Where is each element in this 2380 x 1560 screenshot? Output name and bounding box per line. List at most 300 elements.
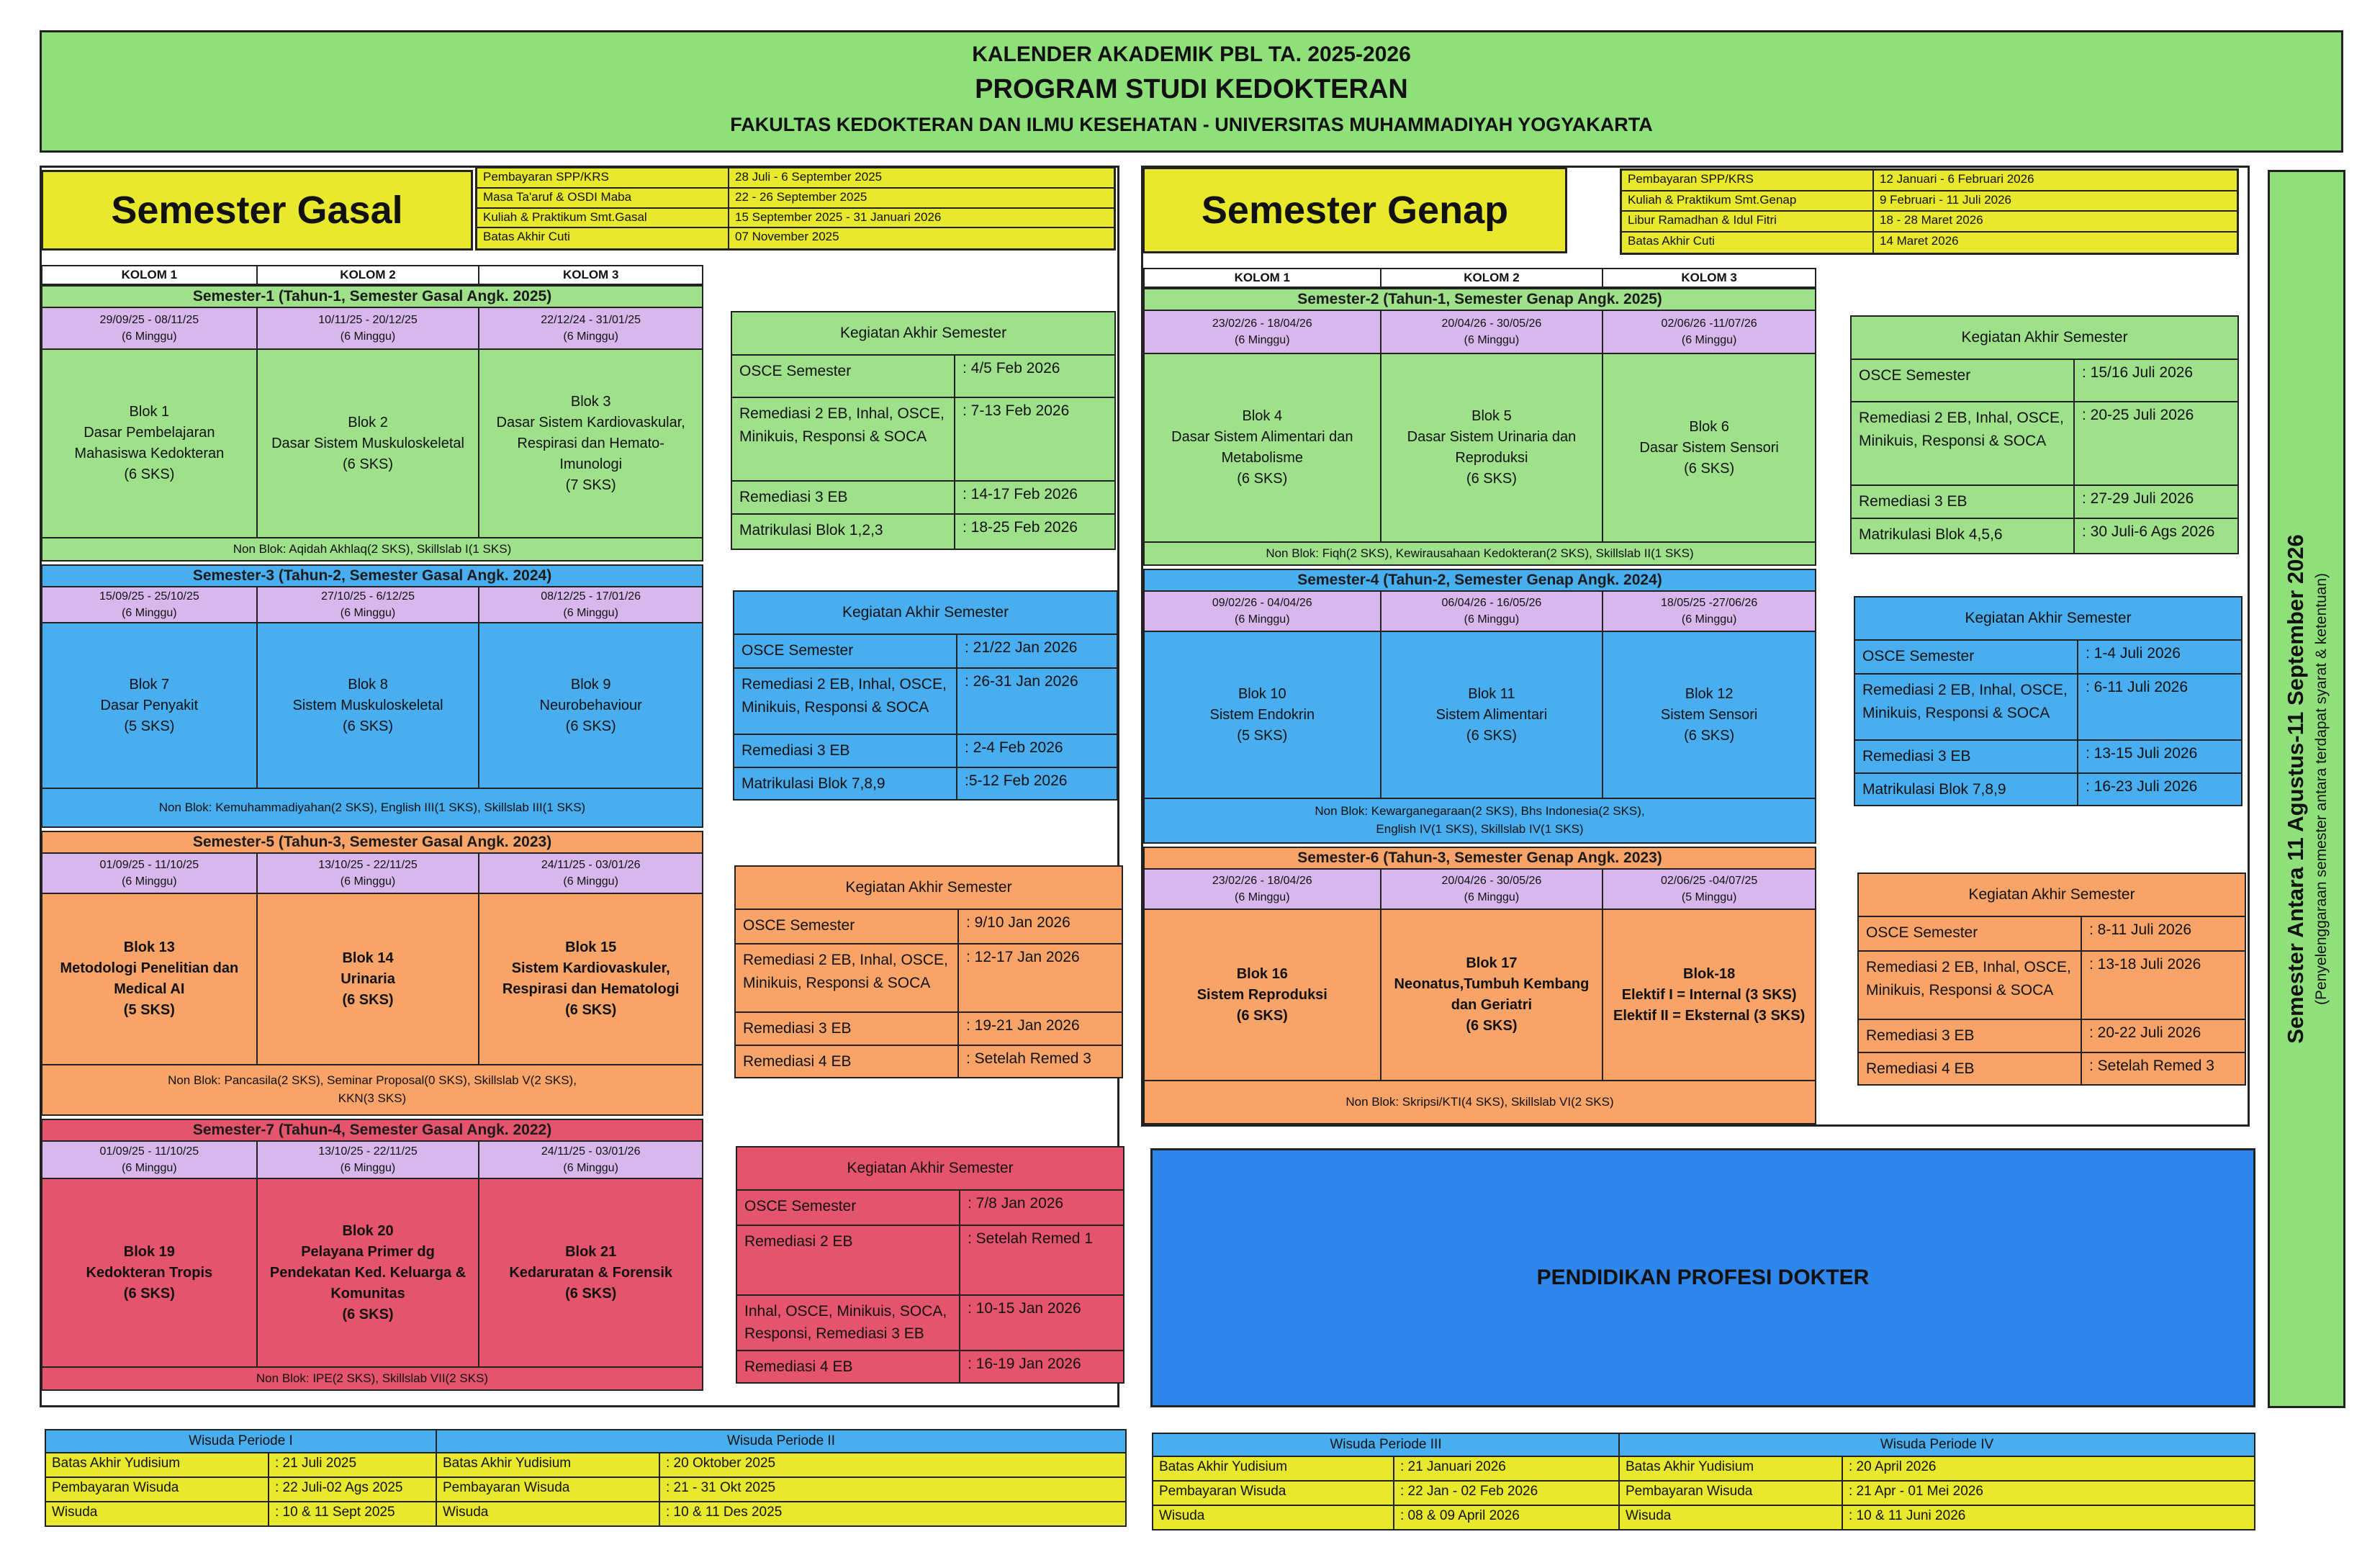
semester-date-cell [479, 587, 702, 622]
info-label: Pembayaran SPP/KRS [1622, 171, 1874, 190]
blok-text-line: Blok 19 [123, 1243, 175, 1260]
kegiatan-value: : 10-15 Jan 2026 [968, 1299, 1081, 1317]
info-value: 18 - 28 Maret 2026 [1880, 213, 1983, 227]
date-text-line: 18/05/25 -27/06/26 [1660, 596, 1758, 609]
date-text-line: 20/04/26 - 30/05/26 [1441, 317, 1542, 330]
blok-cell [42, 623, 258, 788]
kegiatan-value: : 19-21 Jan 2026 [966, 1017, 1080, 1034]
date-text [100, 312, 199, 345]
date-text [99, 588, 199, 621]
blok-text-line: Blok 7 [129, 676, 170, 693]
kegiatan-label: Matrikulasi Blok 4,5,6 [1852, 519, 2075, 554]
date-text [1212, 315, 1312, 348]
wisuda-value: : 21 Januari 2026 [1400, 1459, 1506, 1474]
kegiatan-value: : 26-31 Jan 2026 [965, 673, 1078, 690]
kegiatan-title: Kegiatan Akhir Semester [734, 592, 1117, 635]
blok-cell [1381, 354, 1604, 541]
wisuda-row [46, 1478, 436, 1502]
kegiatan-box [731, 311, 1116, 550]
semester-date-cell [42, 854, 258, 893]
date-text-line: 24/11/25 - 03/01/26 [541, 1145, 641, 1158]
kegiatan-label: Remediasi 2 EB, Inhal, OSCE, Minikuis, Responsi & SOCA [736, 944, 959, 1011]
blok-text-line: (6 SKS) [1684, 460, 1735, 477]
kolom-label: KOLOM 1 [1145, 269, 1381, 287]
semester-blocks-row [42, 623, 702, 789]
semester-date-cell [258, 308, 480, 348]
wisuda-label: Batas Akhir Yudisium [1620, 1457, 1843, 1480]
date-text-line: 29/09/25 - 08/11/25 [99, 313, 199, 326]
semester-date-cell [1145, 870, 1381, 909]
kegiatan-row [734, 635, 1117, 669]
profesi-label: PENDIDIKAN PROFESI DOKTER [1536, 1266, 1870, 1289]
nonblok-row [42, 789, 702, 826]
blok-text-line: Sistem Endokrin [1209, 706, 1315, 723]
blok-text-line: Reproduksi [1455, 450, 1528, 466]
info-row [1622, 191, 2237, 212]
semester-date-cell [479, 854, 702, 893]
kegiatan-value: : 18-25 Feb 2026 [963, 518, 1078, 536]
date-text [1661, 873, 1757, 906]
blok-text-line: (6 SKS) [124, 466, 175, 482]
semester-date-row [42, 587, 702, 623]
gasal-title: Semester Gasal [41, 170, 473, 251]
date-text [321, 588, 415, 621]
kegiatan-title: Kegiatan Akhir Semester [737, 1148, 1123, 1191]
kegiatan-row [1859, 1053, 2245, 1085]
kegiatan-label: Remediasi 3 EB [732, 482, 955, 513]
info-row [1622, 171, 2237, 191]
blok-text [341, 948, 395, 1011]
blok-text [1613, 964, 1805, 1027]
kolom-label: KOLOM 3 [562, 268, 619, 281]
date-text [318, 857, 418, 890]
kegiatan-value: : 16-23 Juli 2026 [2086, 777, 2198, 795]
blok-text-line: Blok 13 [123, 939, 175, 955]
blok-cell [1603, 632, 1815, 798]
date-text-line: (6 Minggu) [1235, 891, 1290, 903]
kegiatan-value: : Setelah Remed 3 [966, 1050, 1091, 1067]
header-line3: FAKULTAS KEDOKTERAN DAN ILMU KESEHATAN - UNIVERSITAS MUHAMMADIYAH YOGYAKARTA [730, 114, 1653, 135]
kegiatan-label: Remediasi 2 EB, Inhal, OSCE, Minikuis, Responsi & SOCA [1855, 675, 2078, 739]
wisuda-box [436, 1429, 1127, 1527]
kegiatan-row [737, 1296, 1123, 1351]
semester-date-cell [1145, 592, 1381, 631]
nonblok-text-line: English IV(1 SKS), Skillslab IV(1 SKS) [1376, 822, 1584, 836]
kegiatan-value: : 1-4 Juli 2026 [2086, 645, 2181, 662]
blok-text-line: Medical AI [114, 981, 185, 997]
blok-text-line: Blok 4 [1242, 408, 1283, 424]
blok-text-line: Blok 12 [1685, 685, 1734, 702]
semester-title: Semester-4 (Tahun-2, Semester Genap Angk. 2024) [1145, 570, 1815, 592]
date-text-line: (6 Minggu) [122, 607, 177, 619]
nonblok-text-line: Non Blok: IPE(2 SKS), Skillslab VII(2 SKS) [256, 1371, 489, 1385]
kegiatan-row [1859, 917, 2245, 952]
wisuda-title: Wisuda Periode II [437, 1430, 1125, 1453]
blok-text-line: (6 SKS) [123, 1285, 175, 1302]
blok-text-line: Blok 9 [570, 676, 611, 693]
blok-text-line: Blok-18 [1683, 965, 1736, 982]
nonblok-text [233, 541, 511, 559]
semester-date-cell [258, 1142, 480, 1178]
wisuda-row [1620, 1506, 2254, 1530]
kegiatan-row [1855, 774, 2241, 806]
nonblok-text [168, 1072, 577, 1107]
blok-cell [1603, 910, 1815, 1080]
wisuda-title: Wisuda Periode IV [1620, 1434, 2254, 1457]
kegiatan-value: : 7-13 Feb 2026 [963, 402, 1070, 419]
kegiatan-row [736, 1013, 1122, 1046]
kegiatan-value: : 4/5 Feb 2026 [963, 360, 1060, 377]
blok-text-line: (5 SKS) [1237, 727, 1288, 744]
wisuda-label: Pembayaran Wisuda [1620, 1482, 1843, 1505]
date-text-line: (6 Minggu) [340, 607, 396, 619]
kegiatan-box [733, 590, 1118, 801]
info-value: 9 Februari - 11 Juli 2026 [1880, 192, 2012, 207]
blok-text [497, 392, 685, 496]
blok-cell [1145, 910, 1381, 1080]
wisuda-value: : 10 & 11 Des 2025 [666, 1505, 783, 1520]
blok-text-line: (6 SKS) [1466, 727, 1517, 744]
semester-date-cell [42, 308, 258, 348]
kegiatan-label: Remediasi 2 EB, Inhal, OSCE, Minikuis, Responsi & SOCA [732, 398, 955, 480]
date-text [318, 1143, 418, 1176]
blok-text-line: Elektif II = Eksternal (3 SKS) [1613, 1007, 1806, 1024]
semester-date-cell [1603, 870, 1815, 909]
semester-date-row [42, 854, 702, 894]
kegiatan-value: : 13-15 Juli 2026 [2086, 745, 2198, 762]
blok-cell [1381, 632, 1604, 798]
blok-text [60, 937, 238, 1021]
blok-text [1171, 406, 1353, 490]
wisuda-label: Wisuda [1620, 1506, 1843, 1530]
nonblok-row [42, 538, 702, 560]
page-header [40, 30, 2343, 153]
kegiatan-label: Remediasi 4 EB [737, 1351, 960, 1383]
nonblok-row [42, 1368, 702, 1389]
kolom-header-row [1143, 268, 1816, 288]
kegiatan-row [1852, 519, 2237, 554]
wisuda-label: Pembayaran Wisuda [437, 1478, 660, 1501]
kegiatan-label: Remediasi 3 EB [736, 1013, 959, 1045]
wisuda-label: Pembayaran Wisuda [46, 1478, 269, 1501]
date-text [1442, 595, 1542, 628]
semester-block [41, 1119, 703, 1391]
blok-text-line: Dasar Pembelajaran [84, 425, 215, 441]
semester-date-cell [42, 587, 258, 622]
kegiatan-label: OSCE Semester [734, 635, 957, 667]
semester-title: Semester-7 (Tahun-4, Semester Gasal Angk. 2022) [42, 1120, 702, 1142]
blok-text-line: Dasar Penyakit [100, 697, 199, 713]
wisuda-label: Batas Akhir Yudisium [46, 1453, 269, 1476]
blok-text-line: (6 SKS) [343, 456, 394, 472]
blok-text [101, 675, 199, 737]
info-value: 22 - 26 September 2025 [735, 189, 867, 204]
kegiatan-value: : 20-25 Juli 2026 [2082, 407, 2194, 423]
blok-text-line: Sistem Sensori [1660, 706, 1758, 723]
blok-text-line: Sistem Kardiovaskuler, [511, 960, 670, 976]
blok-text-line: Blok 21 [565, 1243, 617, 1260]
kegiatan-label: OSCE Semester [732, 356, 955, 397]
nonblok-text-line: Non Blok: Kewarganegaraan(2 SKS), Bhs Indonesia(2 SKS), [1315, 804, 1645, 819]
semester-title: Semester-2 (Tahun-1, Semester Genap Angk. 2025) [1145, 289, 1815, 311]
blok-text-line: (7 SKS) [565, 477, 616, 493]
blok-text-line: Kedokteran Tropis [86, 1264, 213, 1281]
info-label: Batas Akhir Cuti [1622, 233, 1874, 253]
blok-cell [479, 894, 702, 1064]
blok-text-line: (6 SKS) [1236, 1007, 1288, 1024]
wisuda-value: : 22 Jan - 02 Feb 2026 [1400, 1484, 1538, 1499]
nonblok-row [1145, 799, 1815, 842]
blok-text [1209, 684, 1315, 747]
profesi-box [1150, 1148, 2255, 1407]
info-label: Masa Ta'aruf & OSDI Maba [477, 189, 729, 207]
semester-blocks-row [42, 1179, 702, 1368]
kegiatan-label: OSCE Semester [1859, 917, 2082, 950]
date-text-line: (6 Minggu) [1464, 613, 1520, 626]
date-text-line: 23/02/26 - 18/04/26 [1212, 874, 1312, 887]
kegiatan-value: : 20-22 Juli 2026 [2089, 1024, 2201, 1041]
semester-date-cell [479, 1142, 702, 1178]
wisuda-row [46, 1502, 436, 1527]
wisuda-row [437, 1453, 1125, 1478]
info-label: Libur Ramadhan & Idul Fitri [1622, 212, 1874, 231]
blok-text-line: Pendekatan Ked. Keluarga & [269, 1264, 466, 1281]
kegiatan-row [736, 1046, 1122, 1078]
semester-block [41, 831, 703, 1116]
date-text-line: (6 Minggu) [563, 1162, 618, 1174]
blok-text-line: Dasar Sistem Alimentari dan [1171, 429, 1353, 445]
info-row [477, 189, 1114, 209]
info-row [1622, 233, 2237, 253]
blok-text [1394, 953, 1590, 1037]
blok-text [1639, 417, 1778, 479]
kegiatan-box [1857, 873, 2246, 1086]
date-text-line: (6 Minggu) [122, 1162, 177, 1174]
blok-text-line: Blok 3 [570, 393, 611, 410]
date-text [1662, 315, 1757, 348]
wisuda-value: : 21 Apr - 01 Mei 2026 [1849, 1484, 1983, 1499]
blok-text-line: Blok 16 [1236, 965, 1288, 982]
kolom-label: KOLOM 2 [1381, 269, 1604, 287]
info-row [477, 168, 1114, 189]
info-label: Kuliah & Praktikum Smt.Gasal [477, 209, 729, 227]
date-text-line: 08/12/25 - 17/01/26 [541, 590, 641, 603]
date-text [1442, 873, 1542, 906]
date-text-line: (6 Minggu) [1464, 891, 1520, 903]
kegiatan-label: OSCE Semester [1855, 641, 2078, 673]
date-text-line: 09/02/26 - 04/04/26 [1212, 596, 1312, 609]
info-label: Pembayaran SPP/KRS [477, 168, 729, 187]
date-text-line: (6 Minggu) [340, 330, 396, 343]
blok-cell [258, 350, 480, 537]
date-text-line: 06/04/26 - 16/05/26 [1441, 596, 1542, 609]
semester-title: Semester-6 (Tahun-3, Semester Genap Angk. 2023) [1145, 848, 1815, 870]
kegiatan-title: Kegiatan Akhir Semester [736, 867, 1122, 910]
kegiatan-box [734, 865, 1123, 1078]
blok-text-line: (6 SKS) [342, 1306, 394, 1322]
semester-date-cell [1145, 311, 1381, 353]
date-text-line: (6 Minggu) [340, 1162, 396, 1174]
kegiatan-label: Remediasi 2 EB [737, 1226, 960, 1294]
wisuda-row [46, 1453, 436, 1478]
kegiatan-row [1855, 641, 2241, 675]
date-text-line: (6 Minggu) [122, 330, 177, 343]
wisuda-label: Batas Akhir Yudisium [437, 1453, 660, 1476]
wisuda-label: Wisuda [1153, 1506, 1394, 1530]
kegiatan-label: Remediasi 3 EB [1855, 741, 2078, 772]
semester-date-cell [42, 1142, 258, 1178]
wisuda-row [1153, 1482, 1618, 1506]
blok-cell [1145, 354, 1381, 541]
blok-text-line: Sistem Alimentari [1435, 706, 1548, 723]
nonblok-text [159, 799, 585, 817]
nonblok-text [1345, 1094, 1613, 1112]
date-text-line: 23/02/26 - 18/04/26 [1212, 317, 1312, 330]
kegiatan-label: OSCE Semester [736, 910, 959, 943]
date-text-line: (6 Minggu) [563, 875, 618, 888]
wisuda-value: : 20 April 2026 [1849, 1459, 1937, 1474]
date-text-line: 10/11/25 - 20/12/25 [318, 313, 418, 326]
blok-cell [42, 894, 258, 1064]
date-text [318, 312, 418, 345]
kegiatan-label: OSCE Semester [1852, 360, 2075, 401]
kegiatan-row [732, 515, 1114, 549]
date-text [541, 857, 641, 890]
date-text-line: (6 Minggu) [1235, 334, 1290, 346]
kegiatan-value: : Setelah Remed 1 [968, 1230, 1093, 1248]
blok-cell [1603, 354, 1815, 541]
blok-text [293, 675, 443, 737]
kegiatan-label: Remediasi 3 EB [1852, 486, 2075, 518]
date-text-line: 24/11/25 - 03/01/26 [541, 858, 641, 871]
blok-text-line: Metodologi Penelitian dan [60, 960, 239, 976]
date-text-line: (6 Minggu) [340, 875, 396, 888]
date-text-line: 02/06/26 -11/07/26 [1661, 317, 1757, 330]
info-row [477, 228, 1114, 248]
blok-text-line: Neurobehaviour [539, 697, 642, 713]
blok-text-line: Blok 6 [1689, 418, 1729, 435]
kolom-label: KOLOM 1 [42, 266, 258, 284]
wisuda-label: Pembayaran Wisuda [1153, 1482, 1394, 1505]
semester-date-cell [1603, 311, 1815, 353]
blok-text-line: Blok 17 [1466, 955, 1518, 971]
semester-block [1143, 288, 1816, 566]
kegiatan-value: : 8-11 Juli 2026 [2089, 921, 2192, 938]
semester-block [41, 564, 703, 828]
blok-text-line: Urinaria [341, 970, 395, 987]
wisuda-row [437, 1478, 1125, 1502]
info-value: 14 Maret 2026 [1880, 233, 1959, 248]
blok-cell [258, 1179, 480, 1366]
kegiatan-box [1854, 596, 2242, 806]
blok-text-line: Respirasi dan Hematologi [502, 981, 680, 997]
semester-blocks-row [1145, 354, 1815, 543]
kegiatan-row [1859, 1020, 2245, 1053]
date-text [1442, 315, 1542, 348]
blok-text-line: Komunitas [330, 1285, 405, 1302]
kegiatan-label: Remediasi 3 EB [734, 735, 957, 767]
date-text-line: 02/06/25 -04/07/25 [1660, 874, 1758, 887]
kegiatan-value: : 7/8 Jan 2026 [968, 1195, 1064, 1212]
kegiatan-row [1855, 741, 2241, 774]
blok-text [509, 1242, 672, 1304]
date-text [1212, 873, 1312, 906]
date-text-line: 01/09/25 - 11/10/25 [99, 858, 199, 871]
blok-text-line: Kedaruratan & Forensik [509, 1264, 673, 1281]
semester-date-row [1145, 592, 1815, 632]
semester-blocks-row [42, 894, 702, 1065]
kegiatan-box [736, 1146, 1124, 1384]
info-row [477, 209, 1114, 229]
semester-block [1143, 569, 1816, 844]
kegiatan-title: Kegiatan Akhir Semester [1859, 874, 2245, 917]
date-text-line: (6 Minggu) [1235, 613, 1290, 626]
kegiatan-title: Kegiatan Akhir Semester [732, 312, 1114, 356]
wisuda-label: Wisuda [437, 1502, 660, 1527]
kegiatan-value: : 16-19 Jan 2026 [968, 1355, 1081, 1372]
blok-text-line: dan Geriatri [1451, 997, 1533, 1013]
kegiatan-label: Matrikulasi Blok 7,8,9 [734, 768, 957, 800]
blok-text-line: (6 SKS) [342, 991, 394, 1008]
header-line2: PROGRAM STUDI KEDOKTERAN [975, 74, 1408, 104]
date-text-line: (6 Minggu) [1681, 613, 1737, 626]
blok-text-line: (6 SKS) [565, 718, 616, 734]
kegiatan-row [737, 1226, 1123, 1295]
blok-text [74, 402, 224, 485]
nonblok-text-line: Non Blok: Skripsi/KTI(4 SKS), Skillslab VI(2 SKS) [1345, 1094, 1614, 1109]
semester-date-cell [1381, 592, 1604, 631]
nonblok-row [1145, 543, 1815, 564]
blok-text-line: Blok 20 [342, 1222, 394, 1239]
kegiatan-value: : 13-18 Juli 2026 [2089, 956, 2201, 973]
blok-text-line: Imunologi [559, 456, 623, 472]
kegiatan-label: Remediasi 4 EB [1859, 1053, 2082, 1085]
blok-text-line: (6 SKS) [565, 1002, 617, 1018]
kegiatan-label: Remediasi 2 EB, Inhal, OSCE, Minikuis, Responsi & SOCA [734, 669, 957, 734]
blok-cell [258, 894, 480, 1064]
blok-text [502, 937, 680, 1021]
wisuda-value: : 21 Juli 2025 [275, 1456, 357, 1471]
blok-text-line: Dasar Sistem Urinaria dan [1407, 429, 1577, 445]
kegiatan-label: Remediasi 2 EB, Inhal, OSCE, Minikuis, Responsi & SOCA [1859, 952, 2082, 1019]
wisuda-row [437, 1502, 1125, 1527]
semester-date-cell [1603, 592, 1815, 631]
date-text-line: (6 Minggu) [1464, 334, 1520, 346]
kegiatan-row [732, 482, 1114, 515]
kegiatan-row [1859, 952, 2245, 1020]
semester-date-cell [1381, 311, 1604, 353]
blok-text-line: Blok 11 [1468, 685, 1515, 702]
nonblok-text-line: Non Blok: Kemuhammadiyahan(2 SKS), English III(1 SKS), Skillslab III(1 SKS) [158, 800, 586, 814]
blok-text-line: (6 SKS) [1684, 727, 1735, 744]
nonblok-text-line: Non Blok: Pancasila(2 SKS), Seminar Proposal(0 SKS), Skillslab V(2 SKS), [168, 1073, 577, 1088]
kegiatan-row [734, 735, 1117, 768]
kegiatan-row [736, 944, 1122, 1013]
blok-cell [479, 623, 702, 788]
kegiatan-row [1852, 486, 2237, 519]
blok-text-line: (6 SKS) [1466, 1018, 1518, 1034]
nonblok-text-line: Non Blok: Fiqh(2 SKS), Kewirausahaan Kedokteran(2 SKS), Skillslab II(1 SKS) [1266, 546, 1694, 560]
kegiatan-label: OSCE Semester [737, 1191, 960, 1225]
blok-text-line: Sistem Muskuloskeletal [292, 697, 443, 713]
kegiatan-value: : 30 Juli-6 Ags 2026 [2082, 523, 2215, 540]
kolom-label: KOLOM 3 [1681, 271, 1737, 284]
semester-antara-title: Semester Antara 11 Agustus-11 September 2026 [2283, 534, 2309, 1044]
blok-text-line: (6 SKS) [1237, 471, 1288, 487]
kegiatan-title: Kegiatan Akhir Semester [1852, 317, 2237, 360]
semester-block [1143, 847, 1816, 1124]
semester-blocks-row [1145, 632, 1815, 799]
